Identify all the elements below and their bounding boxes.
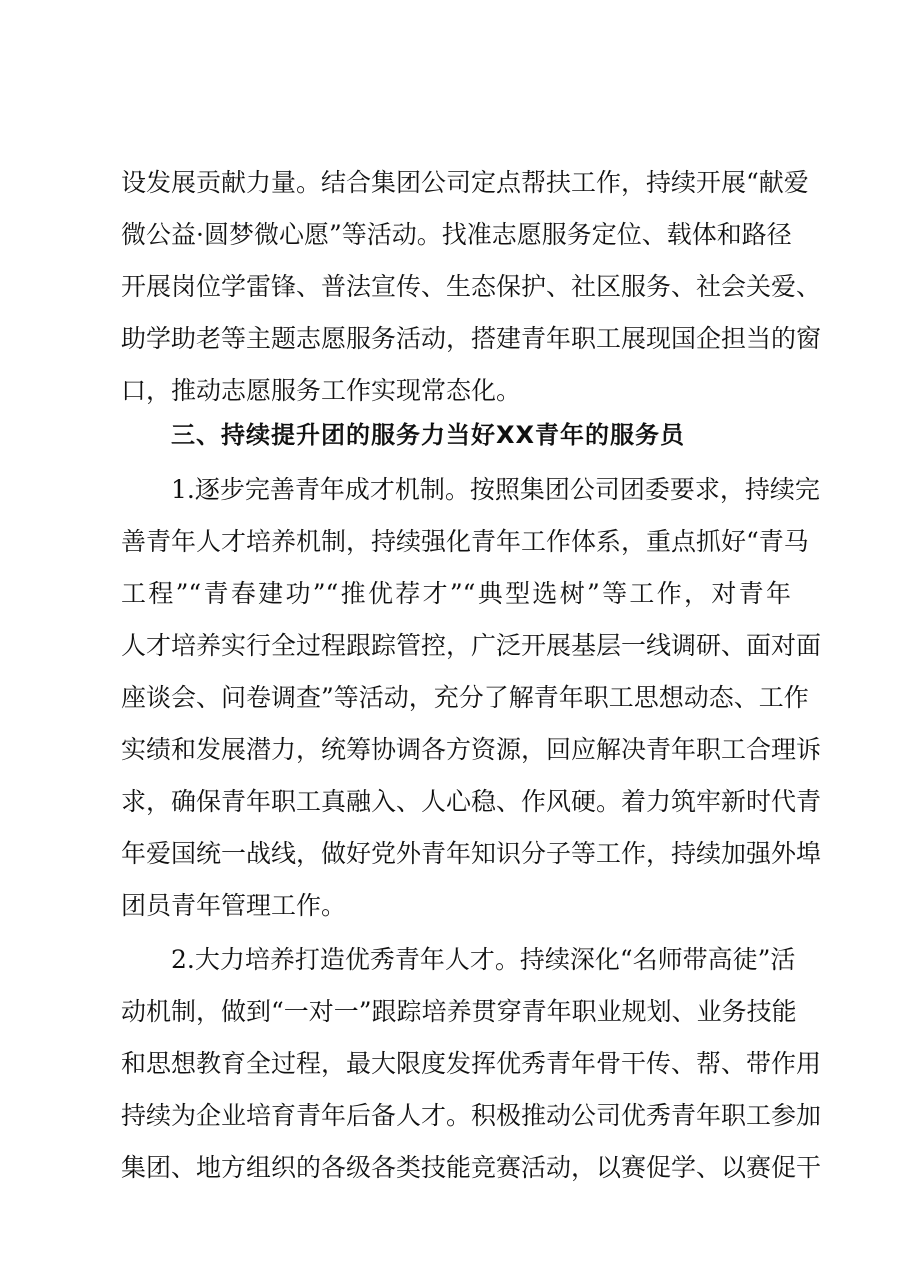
paragraph-1-line-3: 工程”“青春建功”“推优荐才”“典型选树”等工作，对青年 [121, 579, 791, 608]
paragraph-2-line-3: 和思想教育全过程，最大限度发挥优秀青年骨干传、帮、带作用 [121, 1049, 822, 1078]
paragraph-a-line-1: 设发展贡献力量。结合集团公司定点帮扶工作，持续开展“献爱 [121, 168, 809, 197]
paragraph-2-line-1: 2.大力培养打造优秀青年人才。持续深化“名师带高徒”活 [171, 945, 796, 974]
paragraph-1-line-7: 求，确保青年职工真融入、人心稳、作风硬。着力筑牢新时代青 [121, 787, 822, 816]
paragraph-1-line-1: 1.逐步完善青年成才机制。按照集团公司团委要求，持续完 [171, 475, 820, 504]
paragraph-1-line-2: 善青年人才培养机制，持续强化青年工作体系，重点抓好“青马 [121, 527, 809, 556]
paragraph-2-line-4: 持续为企业培育青年后备人才。积极推动公司优秀青年职工参加 [121, 1101, 822, 1130]
paragraph-a-line-4: 助学助老等主题志愿服务活动，搭建青年职工展现国企担当的窗 [121, 324, 822, 353]
paragraph-1-line-9: 团员青年管理工作。 [121, 891, 347, 920]
paragraph-1-line-6: 实绩和发展潜力，统筹协调各方资源，回应解决青年职工合理诉 [121, 735, 822, 764]
paragraph-a-line-2: 微公益·圆梦微心愿”等活动。找准志愿服务定位、载体和路径 [121, 220, 792, 249]
paragraph-1-line-5: 座谈会、问卷调查”等活动，充分了解青年职工思想动态、工作 [121, 683, 809, 712]
paragraph-a-line-3: 开展岗位学雷锋、普法宣传、生态保护、社区服务、社会关爱、 [121, 272, 822, 301]
paragraph-2-line-2: 动机制，做到“一对一”跟踪培养贯穿青年职业规划、业务技能 [121, 997, 797, 1026]
section-heading: 三、持续提升团的服务力当好XX青年的服务员 [171, 421, 686, 449]
paragraph-1-line-8: 年爱国统一战线，做好党外青年知识分子等工作，持续加强外埠 [121, 839, 822, 868]
paragraph-1-line-4: 人才培养实行全过程跟踪管控，广泛开展基层一线调研、面对面 [121, 631, 822, 660]
paragraph-2-line-5: 集团、地方组织的各级各类技能竞赛活动，以赛促学、以赛促干 [121, 1153, 822, 1182]
paragraph-a-line-5: 口，推动志愿服务工作实现常态化。 [121, 376, 522, 405]
